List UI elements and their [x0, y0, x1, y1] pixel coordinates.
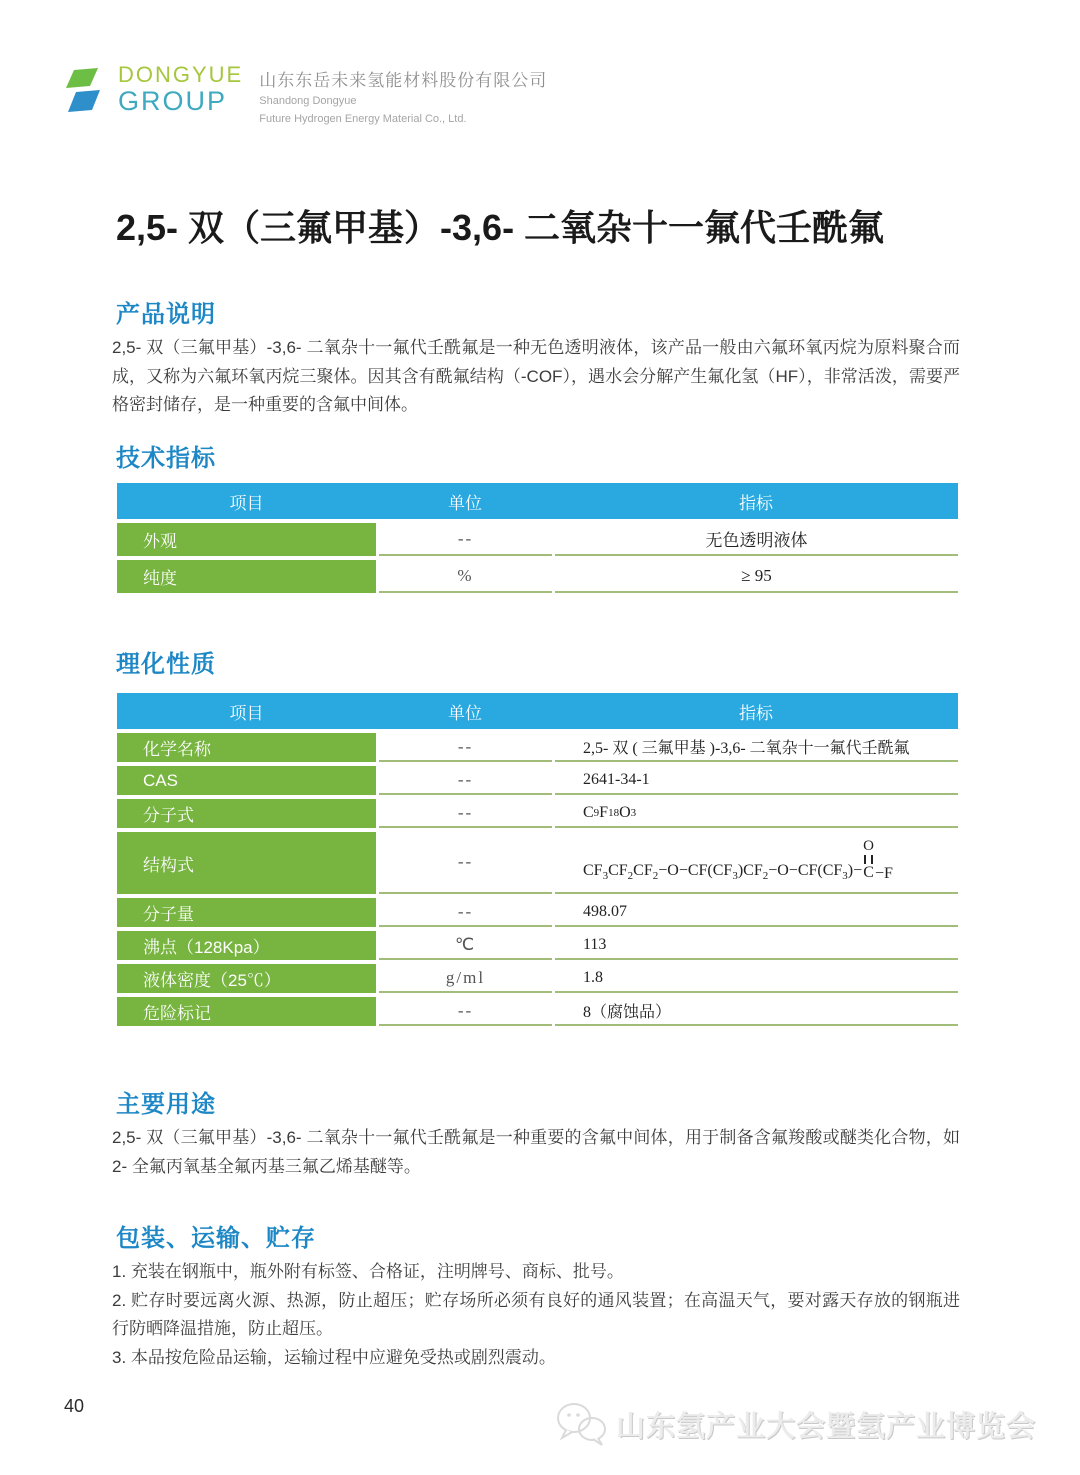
row-label: 沸点（128Kpa）	[117, 931, 376, 960]
row-value: 无色透明液体	[555, 523, 958, 556]
carbonyl-group	[863, 839, 874, 881]
table-header-row	[117, 693, 958, 729]
section-heading-tech-specs: 技术指标	[116, 445, 216, 472]
company-name-block	[259, 64, 547, 127]
page-number: 40	[64, 1396, 85, 1416]
formula-end: −F	[875, 865, 893, 882]
brand-line1: DONGYUE	[118, 62, 244, 87]
row-value: 2,5- 双 ( 三氟甲基 )-3,6- 二氧杂十一氟代壬酰氟	[555, 733, 958, 762]
row-value: 498.07	[555, 898, 958, 927]
row-unit: --	[379, 997, 552, 1026]
company-name-cn: 山东东岳未来氢能材料股份有限公司	[259, 71, 548, 90]
table-row	[117, 997, 958, 1026]
column-header: 指标	[739, 493, 773, 513]
table-row	[117, 898, 958, 927]
product-description-text: 2,5- 双（三氟甲基）-3,6- 二氧杂十一氟代壬酰氟是一种无色透明液体，该产品一般由六氟环氧丙烷为原料聚合而成，又称为六氟环氧丙烷三聚体。因其含有酰氟结构（-COF），遇水会分解产生氟化氢（HF），非常活泼，需要严格密封储存，是一种重要的含氟中间体。	[112, 338, 960, 415]
section-heading-main-uses: 主要用途	[116, 1091, 216, 1118]
table-row	[117, 832, 958, 894]
packaging-item: 3. 本品按危险品运输，运输过程中应避免受热或剧烈震动。	[112, 1347, 556, 1367]
table-row	[117, 799, 958, 828]
main-uses-text: 2,5- 双（三氟甲基）-3,6- 二氧杂十一氟代壬酰氟是一种重要的含氟中间体，用于制备含氟羧酸或醚类化合物，如 2- 全氟丙氧基全氟丙基三氟乙烯基醚等。	[112, 1128, 960, 1176]
column-header: 单位	[448, 493, 482, 513]
watermark-text: 山东氢产业大会暨氢产业博览会	[615, 1410, 1036, 1443]
column-header: 项目	[229, 493, 264, 513]
phys-props-table	[117, 693, 958, 1030]
section-heading-packaging: 包装、运输、贮存	[116, 1225, 316, 1252]
company-name-en-line1: Shandong Dongyue	[259, 95, 357, 107]
table-row	[117, 523, 958, 556]
row-unit: --	[379, 733, 552, 762]
row-value	[555, 832, 958, 894]
row-label: 分子量	[117, 898, 376, 927]
column-header: 指标	[739, 703, 773, 723]
brand-line2: GROUP	[118, 86, 228, 116]
row-label: 液体密度（25℃）	[117, 964, 376, 993]
footer-watermark	[554, 1398, 1036, 1450]
row-unit: --	[379, 766, 552, 795]
table-row	[117, 560, 958, 593]
row-value: 113	[555, 931, 958, 960]
row-label: CAS	[117, 766, 376, 795]
table-row	[117, 733, 958, 762]
formula-chain: $CF_3CF_2CF_2-O-CF(CF_3)CF_2-O-CF(CF_3)-$	[583, 862, 863, 883]
row-value: 1.8	[555, 964, 958, 993]
row-unit: --	[379, 832, 552, 894]
row-unit: g/ml	[379, 964, 552, 993]
table-row	[117, 931, 958, 960]
section-heading-phys-props: 理化性质	[116, 651, 216, 678]
row-value: C 9 F 18 O 3	[555, 799, 958, 828]
row-value: 2641-34-1	[555, 766, 958, 795]
row-label: 结构式	[117, 832, 376, 894]
row-unit: --	[379, 523, 552, 556]
page-title: 2,5- 双（三氟甲基）-3,6- 二氧杂十一氟代壬酰氟	[116, 207, 885, 248]
table-header-row	[117, 483, 958, 519]
table-row	[117, 964, 958, 993]
dongyue-logo-icon	[64, 68, 104, 114]
row-label: 外观	[117, 523, 376, 556]
row-label: 化学名称	[117, 733, 376, 762]
row-label: 危险标记	[117, 997, 376, 1026]
packaging-item: 2. 贮存时要远离火源、热源，防止超压；贮存场所必须有良好的通风装置；在高温天气，要对露天存放的钢瓶进行防晒降温措施，防止超压。	[112, 1290, 960, 1339]
company-name-en-line2: Future Hydrogen Energy Material Co., Ltd.	[259, 112, 467, 125]
packaging-item: 1. 充装在钢瓶中，瓶外附有标签、合格证，注明牌号、商标、批号。	[112, 1262, 624, 1281]
row-unit: --	[379, 799, 552, 828]
double-bond-icon	[864, 855, 873, 864]
carbonyl-carbon: C	[863, 864, 874, 881]
row-value: ≥ 95	[555, 560, 958, 593]
row-label: 纯度	[117, 560, 376, 593]
row-unit: --	[379, 898, 552, 927]
tech-specs-table	[117, 483, 958, 597]
header-brand	[64, 64, 547, 127]
table-row	[117, 766, 958, 795]
column-header: 项目	[229, 703, 264, 723]
wechat-icon	[554, 1398, 610, 1450]
column-header: 单位	[448, 703, 482, 723]
section-heading-product-desc: 产品说明	[116, 301, 216, 328]
row-value: 8（腐蚀品）	[555, 997, 958, 1026]
brand-wordmark	[118, 64, 243, 115]
row-label: 分子式	[117, 799, 376, 828]
row-unit: %	[379, 560, 552, 593]
carbonyl-oxygen: O	[863, 838, 874, 854]
packaging-list	[112, 1258, 960, 1372]
row-unit: ℃	[379, 931, 552, 960]
